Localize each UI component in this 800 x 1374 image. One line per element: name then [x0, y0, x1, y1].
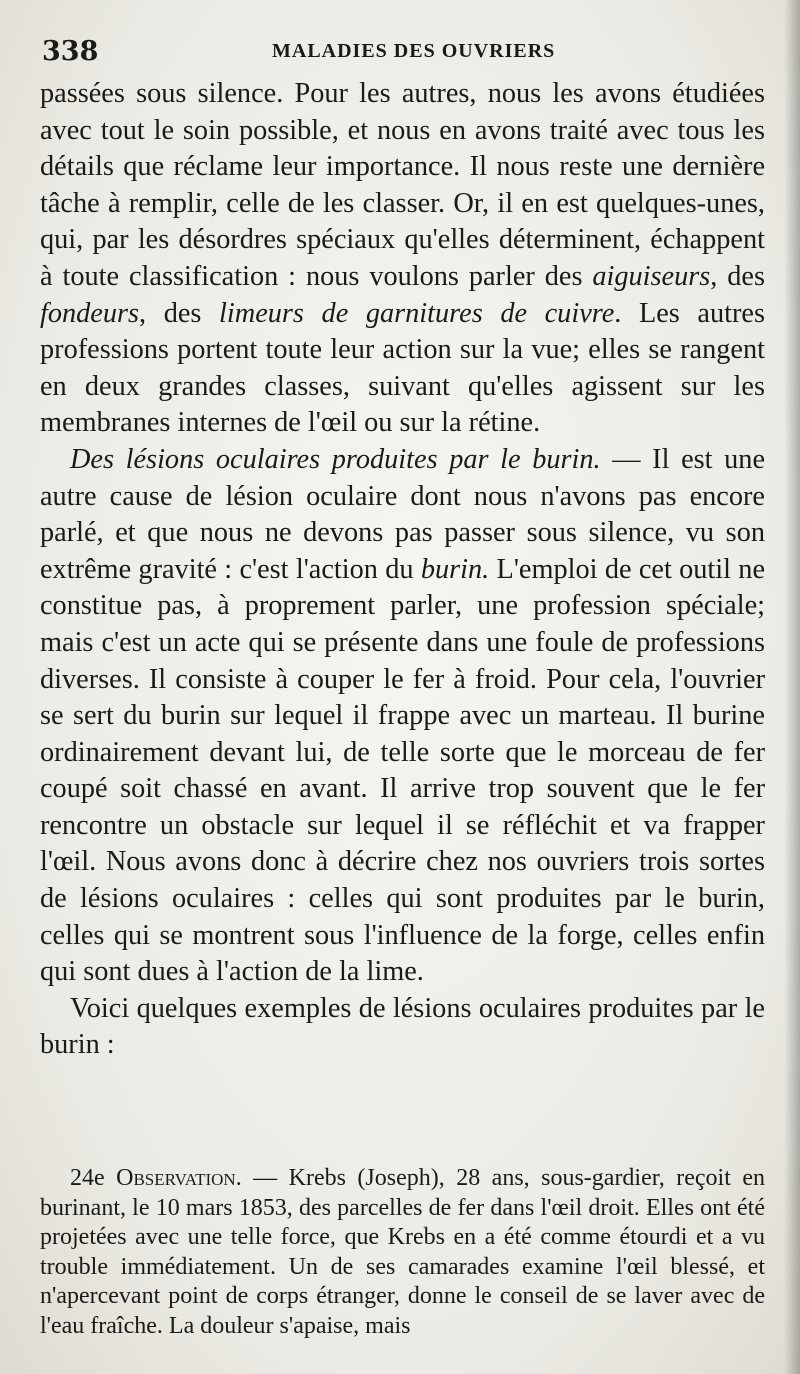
text-span: , des — [139, 297, 220, 329]
paragraph-classification — [40, 76, 765, 442]
paragraph-burin — [40, 442, 765, 991]
observation-number: 24e — [70, 1165, 105, 1191]
page-edge-shadow — [784, 0, 800, 1374]
italic-term: aiguiseurs — [592, 260, 711, 292]
italic-term: burin. — [420, 553, 490, 585]
italic-term: limeurs de garnitures de cuivre — [219, 297, 615, 329]
page-number: 338 — [42, 36, 99, 67]
observation-text: — Krebs (Joseph), 28 ans, sous-gardier, reçoit en burinant, le 10 mars 1853, des parcelles de fer dans l'œil droit. Elles ont été projetées avec une telle force, que Krebs en a été comme étourdi et a vu trouble immédiatement. Un de ses camarades examine l'œil blessé, et n'apercevant point de corps étranger, donne le conseil de se laver avec de l'eau fraîche. La douleur s'apaise, mais — [40, 1165, 766, 1339]
text-span: L'emploi de cet outil ne constitue pas, à proprement parler, une profession spéciale; mais c'est un acte qui se présente dans une foule de professions diverses. Il consiste à couper le fer à froid. Pour cela, l'ouvrier se sert du burin sur lequel il frappe avec un marteau. Il burine ordinairement devant lui, de telle sorte que le morceau de fer coupé soit chassé en avant. Il arrive trop souvent que le fer rencontre un obstacle sur lequel il se réfléchit et va frapper l'œil. Nous avons donc à décrire chez nos ouvriers trois sortes de lésions oculaires : celles qui sont produites par le burin, celles qui se montrent sous l'influence de la forge, celles enfin qui sont dues à l'action de la lime. — [40, 553, 766, 988]
text-span: passées sous silence. Pour les autres, nous les avons étudiées avec tout le soin possible, et nous en avons traité avec tous les détails que réclame leur importance. Il nous reste une dernière tâche à remplir, celle de les classer. Or, il en est quelques-unes, qui, par les désordres spéciaux qu'elles déterminent, échappent à toute classification : nous voulons parler des — [40, 78, 765, 292]
text-span: , des — [710, 260, 766, 292]
main-text — [40, 76, 765, 1064]
observation-label: Observation. — [116, 1165, 242, 1191]
running-title: MALADIES DES OUVRIERS — [272, 40, 556, 62]
observation-block — [40, 1164, 765, 1342]
observation-paragraph — [40, 1164, 765, 1342]
section-heading: Des lésions oculaires produites par le burin. — [70, 443, 601, 475]
page-header — [42, 34, 762, 68]
text-span: . Les autres professions portent toute leur action sur la vue; elles se rangent en deux grandes classes, suivant qu'elles agissent sur les membranes internes de l'œil ou sur la rétine. — [40, 297, 765, 439]
text-span: — Il est une autre cause de lésion oculaire dont nous n'avons pas encore parlé, et que nous ne devons pas passer sous silence, vu son extrême gravité : c'est l'action du — [40, 443, 766, 585]
paragraph-examples-intro: Voici quelques exemples de lésions oculaires produites par le burin : — [40, 992, 765, 1061]
italic-term: fondeurs — [40, 297, 140, 329]
